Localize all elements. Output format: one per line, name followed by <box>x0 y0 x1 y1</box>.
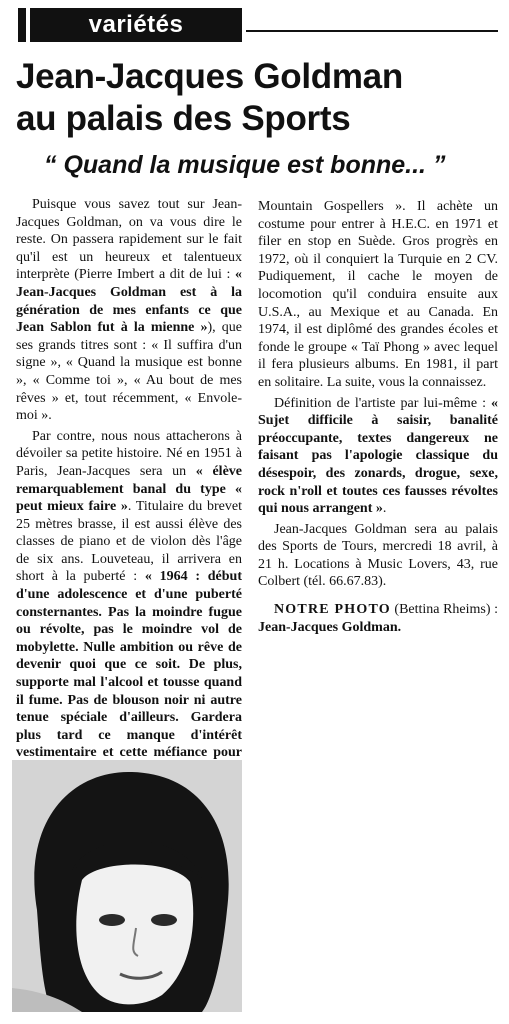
paragraph-concert-info: Jean-Jacques Goldman sera au palais des Sports de Tours, mercredi 18 avril, à 21 h. Locations à Music Lovers, 43, rue Colbert (tél. 66.67.83). <box>258 521 498 590</box>
text-run: ), que ses grands titres sont : « Il suffira d'un signe », « Quand la musique est bonne », « Comme toi », « Au bout de mes rêves » et, tout récemment, « Envole-moi ». <box>16 320 242 424</box>
text-run: Puisque vous savez tout sur Jean-Jacques Goldman, on va vous dire le reste. On passera rapidement sur le fait qu'il est un heureux et talentueux interprète (Pierre Imbert a dit de lui : <box>16 197 242 283</box>
quote-bold: « élève remarquablement banal du type « peut mieux faire » <box>16 463 242 515</box>
article-headline <box>16 56 502 140</box>
paragraph-definition <box>258 395 498 518</box>
quote-bold: « 1964 : début d'une adolescence et d'une puberté consternantes. Pas la moindre fugue ou révolte, pas le moindre vol de mobylette. Nulle ambition ou rêve de devenir quoi que ce soit. De plus, supporte mal l'alcool et tousse quand il fume. Pas de blouson noir ni autre tenue spéciale d'ailleurs. Gardera plus tard ce manque d'intérêt vestimentaire et cette méfiance pour <box>16 569 243 761</box>
paragraph-career: Mountain Gospellers ». Il achète un costume pour entrer à H.E.C. en 1971 et filer en stop en Suède. Gros progrès en 1972, où il conquiert la Turquie en 2 CV. Pudiquement, il cache le moyen de locomotion qu'il conduira ensuite aux U.S.A., au Mexique et au Canada. En 1974, il est diplômé des grandes écoles et fonde le groupe « Taï Phong » avec lequel il fera plusieurs albums. En 1981, il part en solitaire. La suite, vous la connaissez. <box>258 199 498 390</box>
headline-line-1: Jean-Jacques Goldman <box>16 57 403 96</box>
paragraph-history <box>16 428 242 780</box>
rubric-bar <box>18 8 26 42</box>
text-run: Définition de l'artiste par lui-même : <box>274 395 491 411</box>
rubric-rule <box>246 30 498 32</box>
text-run: . Titulaire du brevet 25 mètres brasse, il est aussi élève des classes de piano et de violon dès l'âge de six ans. Louveteau, il arrivera en short à la puberté : <box>16 499 242 585</box>
text-run: Par contre, nous nous attacherons à dévoiler sa petite histoire. Né en 1951 à Paris, Jean-Jacques sera un <box>16 428 242 479</box>
caption-credit: (Bettina Rheims) : <box>390 602 498 618</box>
quote-bold: « Sujet difficile à saisir, banalité préoccupante, textes dangereux ne faisant pas l'apologie classique du désespoir, des zonards, drogue, sexe, rock n'roll et toutes ces fausses révoltes qui nous arrangent » <box>258 395 498 517</box>
portrait-photo <box>12 760 242 1012</box>
caption-label: NOTRE PHOTO <box>274 602 391 618</box>
quote-bold: « Jean-Jacques Goldman est à la génération de mes enfants ce que Jean Sablon fut à la mienne » <box>16 267 242 336</box>
section-rubric: variétés <box>30 8 242 42</box>
article-column-right <box>258 198 498 639</box>
article-subhead: “ Quand la musique est bonne... ” <box>44 151 446 179</box>
text-run: . <box>382 501 387 517</box>
paragraph-intro <box>16 196 242 425</box>
article-column-left <box>16 196 242 856</box>
photo-caption <box>258 601 498 636</box>
headline-line-2: au palais des Sports <box>16 99 351 138</box>
caption-name: Jean-Jacques Goldman. <box>258 619 402 635</box>
portrait-photo-icon <box>12 760 242 1012</box>
